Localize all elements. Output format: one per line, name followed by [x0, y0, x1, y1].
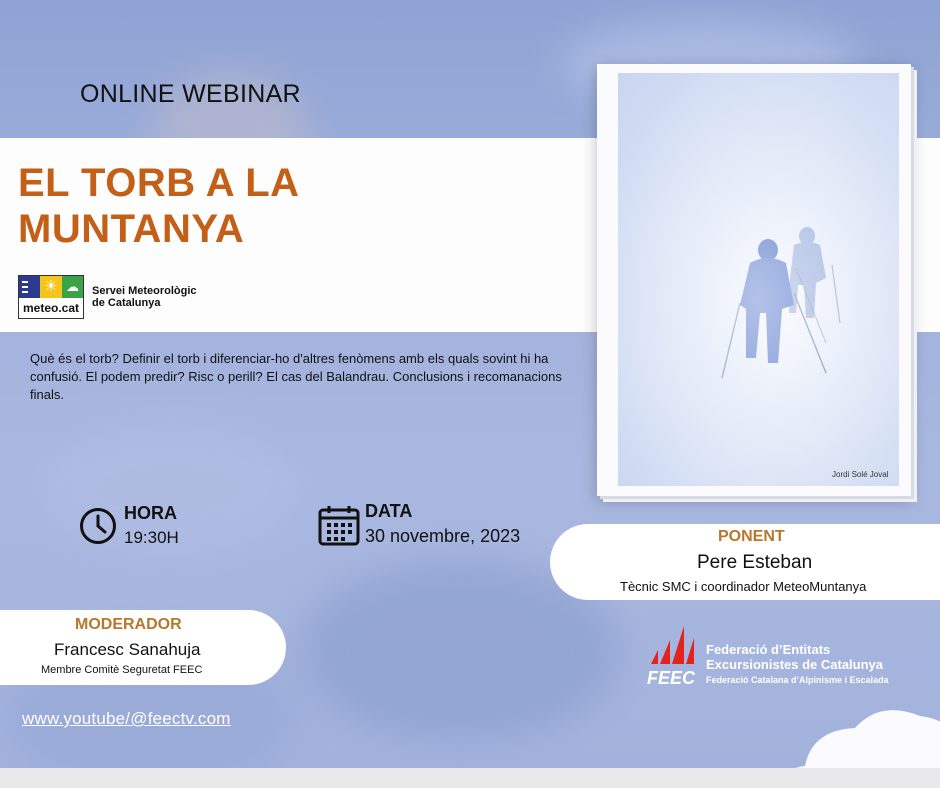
photo-credit: Jordi Solé Joval: [832, 470, 889, 479]
meteocat-org-line-2: de Catalunya: [92, 297, 161, 309]
lines-icon: [19, 276, 40, 298]
event-description: Què és el torb? Definir el torb i diferenciar-ho d'altres fenòmens amb els quals sovint hi ha confusió. El podem predir? Risc o perill? El cas del Balandrau. Conclusions i recomanacions finals.: [30, 351, 562, 402]
cloud-icon: ☁: [62, 276, 83, 298]
meteocat-name: meteo.cat: [22, 301, 80, 315]
blizzard-photo: [618, 73, 899, 486]
moderador-role: Membre Comitè Seguretat FEEC: [41, 664, 203, 676]
ponent-label: PONENT: [718, 528, 785, 545]
meteocat-org: [92, 285, 212, 309]
ponent-role: Tècnic SMC i coordinador MeteoMuntanya: [620, 579, 867, 594]
feec-name-line-2: Excursionistes de Catalunya: [706, 657, 884, 672]
event-title: [18, 160, 300, 252]
feec-name-line-1: Federació d’Entitats: [706, 642, 831, 657]
bottom-bar: [0, 768, 940, 788]
sun-icon: ☀: [40, 276, 62, 298]
hora-label: HORA: [124, 503, 177, 523]
feec-acronym: FEEC: [647, 668, 696, 688]
meteocat-logo: [18, 275, 212, 319]
meteocat-org-line-1: Servei Meteorològic: [92, 285, 197, 297]
ponent-name: Pere Esteban: [697, 552, 813, 573]
moderador-label: MODERADOR: [75, 616, 182, 633]
moderador-name: Francesc Sanahuja: [54, 640, 201, 659]
hora-value: 19:30H: [124, 528, 179, 547]
clock-icon: [79, 507, 117, 545]
calendar-icon: [318, 504, 360, 546]
youtube-link[interactable]: www.youtube/@feectv.com: [22, 709, 231, 728]
title-line-1: EL TORB A LA: [18, 161, 300, 205]
feec-name: [706, 642, 883, 672]
feec-subtitle: Federació Catalana d’Alpinisme i Escalada: [706, 675, 889, 685]
online-webinar-label: ONLINE WEBINAR: [80, 80, 301, 108]
title-line-2: MUNTANYA: [18, 207, 245, 251]
meteocat-logo-mark: [18, 275, 84, 319]
data-value: 30 novembre, 2023: [365, 526, 521, 546]
skiers-illustration: [618, 73, 899, 486]
data-label: DATA: [365, 501, 413, 521]
